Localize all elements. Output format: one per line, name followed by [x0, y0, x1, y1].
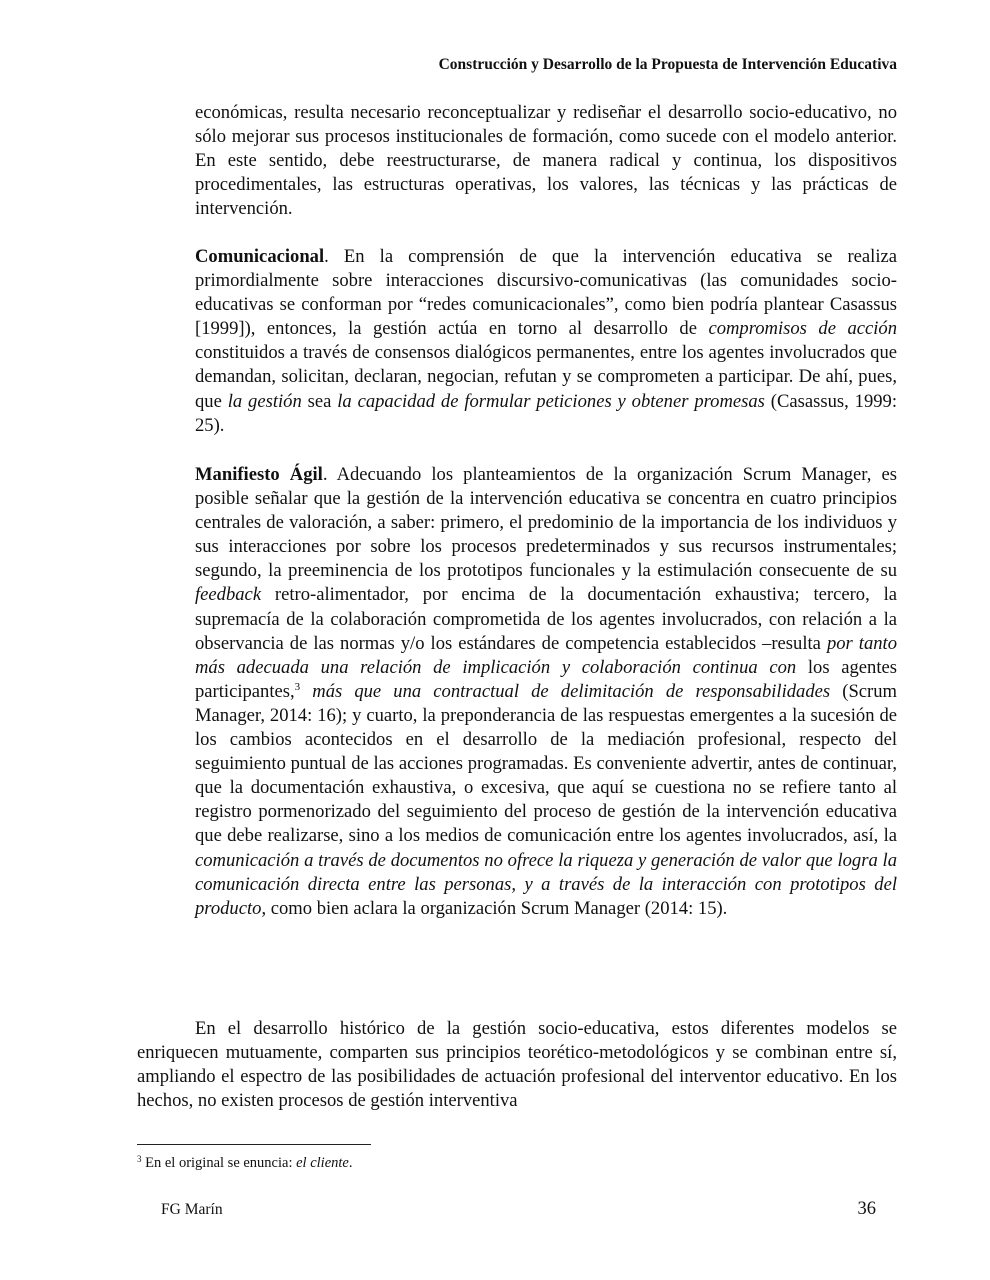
text-run: sea — [301, 390, 338, 412]
paragraph-body — [195, 101, 897, 221]
italic-text-run: la gestión — [227, 390, 302, 412]
text-run: los agentes participantes, — [195, 656, 897, 702]
footnote-marker: 3 — [137, 1154, 142, 1164]
text-run: constituidos a través de consensos dialógicos permanentes, entre los agentes involucrados que demandan, solicitan, declaran, negocian, refutan y se comprometen a participar. De ahí, pues, que — [195, 342, 897, 412]
text-run: . Adecuando los planteamientos de la organización Scrum Manager, es posible señalar que la gestión de la intervención educativa se concentra en cuatro principios centrales de valoración, a saber: primero, el predominio de la importancia de los individuos y sus interacciones por sobre los procesos predeterminados y sus recursos instrumentales; segundo, la preeminencia de los prototipos funcionales y la estimulación consecuente de su — [195, 464, 897, 582]
text-run: (Scrum Manager, 2014: 16); y cuarto, la preponderancia de las respuestas emergentes a la sucesión de los cambios acontecidos en el desarrollo de la mediación profesional, respecto del seguimiento puntual de las acciones programadas. Es conveniente advertir, antes de continuar, que la documentación exhaustiva, o excesiva, que aquí se cuestiona no se refiere tanto al registro pormenorizado del seguimiento del proceso de gestión de la intervención educativa que debe realizarse, sino a los medios de comunicación entre los agentes involucrados, así, la — [195, 680, 897, 847]
running-header-title: Construcción y Desarrollo de la Propuesta de Intervención Educativa — [438, 56, 897, 73]
footnote-end: . — [348, 1155, 353, 1171]
paragraph-economicas — [195, 101, 897, 221]
page-number: 36 — [857, 1199, 876, 1219]
text-run: , como bien aclara la organización Scrum Manager (2014: 15). — [261, 897, 728, 919]
bold-heading-run: Comunicacional — [195, 246, 325, 267]
text-run: En el desarrollo histórico de la gestión socio-educativa, estos diferentes modelos se enriquecen mutuamente, comparten sus principios teorético-metodológicos y se combinan entre sí, ampliando el espectro de las posibilidades de actuación profesional del interventor educativo. En los hechos, no existen procesos de gestión interventiva — [137, 1018, 897, 1112]
text-run: . En la comprensión de que la intervención educativa se realiza primordialmente sobre interacciones discursivo-comunicativas (las comunidades socio-educativas se conforman por “redes comunicacionales”, como bien podría plantear Casassus [1999]), entonces, la gestión actúa en torno al desarrollo de — [195, 246, 897, 340]
footnote-separator — [137, 1144, 371, 1145]
italic-text-run: la capacidad de formular peticiones y obtener promesas — [337, 390, 765, 412]
footnote-text: En el original se enuncia: — [141, 1155, 297, 1171]
italic-text-run: por tanto más adecuada una relación de implicación y colaboración continua con — [195, 632, 897, 678]
italic-text-run: compromisos de acción — [708, 318, 898, 340]
italic-text-run: comunicación a través de documentos no ofrece la riqueza y generación de valor que logra la comunicación directa entre las personas, y a través de la interacción con prototipos del producto — [195, 849, 897, 919]
bold-heading-run: Manifiesto Ágil — [195, 464, 323, 485]
paragraph-comunicacional — [195, 245, 897, 438]
footnote-italic-text: el cliente — [296, 1155, 349, 1171]
footnote-3 — [137, 1155, 352, 1172]
text-run: (Casassus, 1999: 25). — [195, 390, 897, 436]
italic-text-run: más que una contractual de delimitación de responsabilidades — [312, 680, 831, 702]
footer-author: FG Marín — [161, 1201, 223, 1218]
paragraph-body — [195, 463, 897, 921]
text-run — [300, 681, 312, 702]
paragraph-desarrollo-historico — [137, 1017, 897, 1113]
paragraph-body — [137, 1017, 897, 1113]
text-run: económicas, resulta necesario reconceptualizar y rediseñar el desarrollo socio-educativo, no sólo mejorar sus procesos institucionales de formación, como sucede con el modelo anterior. En este sentido, debe reestructurarse, de manera radical y continua, los dispositivos procedimentales, las estructuras operativas, los valores, las técnicas y las prácticas de intervención. — [195, 102, 897, 220]
footnote-reference: 3 — [294, 680, 301, 693]
paragraph-body — [195, 245, 897, 438]
paragraph-manifiesto-agil — [195, 463, 897, 921]
italic-text-run: feedback — [195, 584, 262, 606]
text-run: retro-alimentador, por encima de la documentación exhaustiva; tercero, la supremacía de la colaboración comprometida de los agentes involucrados, con relación a la observancia de las normas y/o los estándares de competencia establecidos –resulta — [195, 584, 897, 654]
